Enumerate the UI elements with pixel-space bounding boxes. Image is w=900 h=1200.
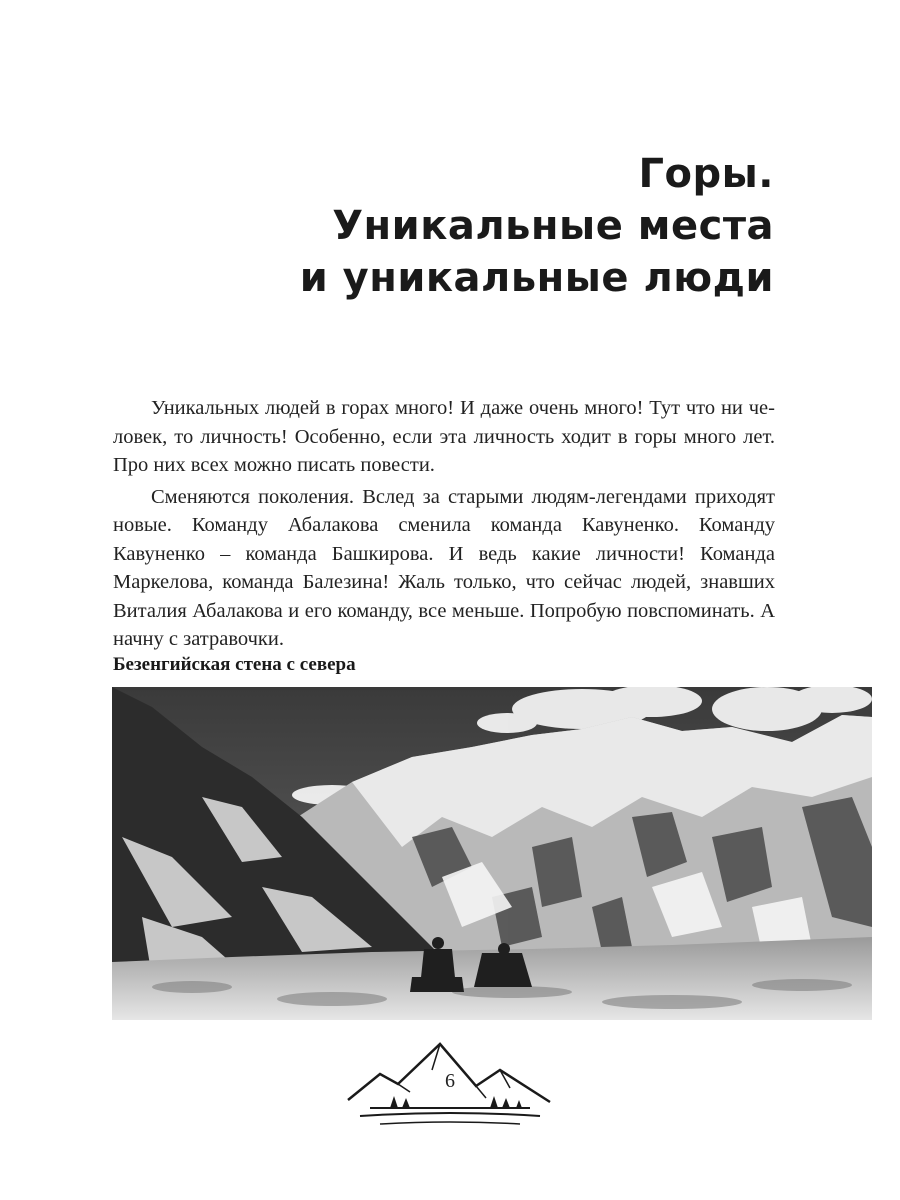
chapter-title-line-3: и уникальные люди — [299, 255, 774, 301]
chapter-title — [134, 148, 774, 304]
mountain-photo-illustration — [112, 687, 872, 1020]
mountain-photo — [112, 687, 872, 1020]
figure-caption: Безенгийская стена с севера — [113, 654, 356, 675]
chapter-title-line-1: Горы. — [638, 151, 774, 197]
page-number: 6 — [445, 1070, 455, 1092]
chapter-title-line-2: Уникальные места — [332, 203, 774, 249]
body-text — [113, 394, 775, 657]
paragraph-2: Сменяются поколения. Вслед за старыми людям-легендами приходят новые. Команду Абалакова сменила команда Кавуненко. Команду Кавуненко – команда Башкирова. И ведь какие личности! Команда Маркелова, команда Балезина! Жаль только, что сейчас людей, знавших Виталия Абалакова и его команду, все меньше. Попробую повспоминать. А начну с затравочки. — [113, 485, 775, 650]
paragraph-1: Уникальных людей в горах много! И даже очень много! Тут что ни человек, то личность! Особенно, если эта личность ходит в горы много лет. Про них всех можно писать повести. — [113, 397, 775, 476]
